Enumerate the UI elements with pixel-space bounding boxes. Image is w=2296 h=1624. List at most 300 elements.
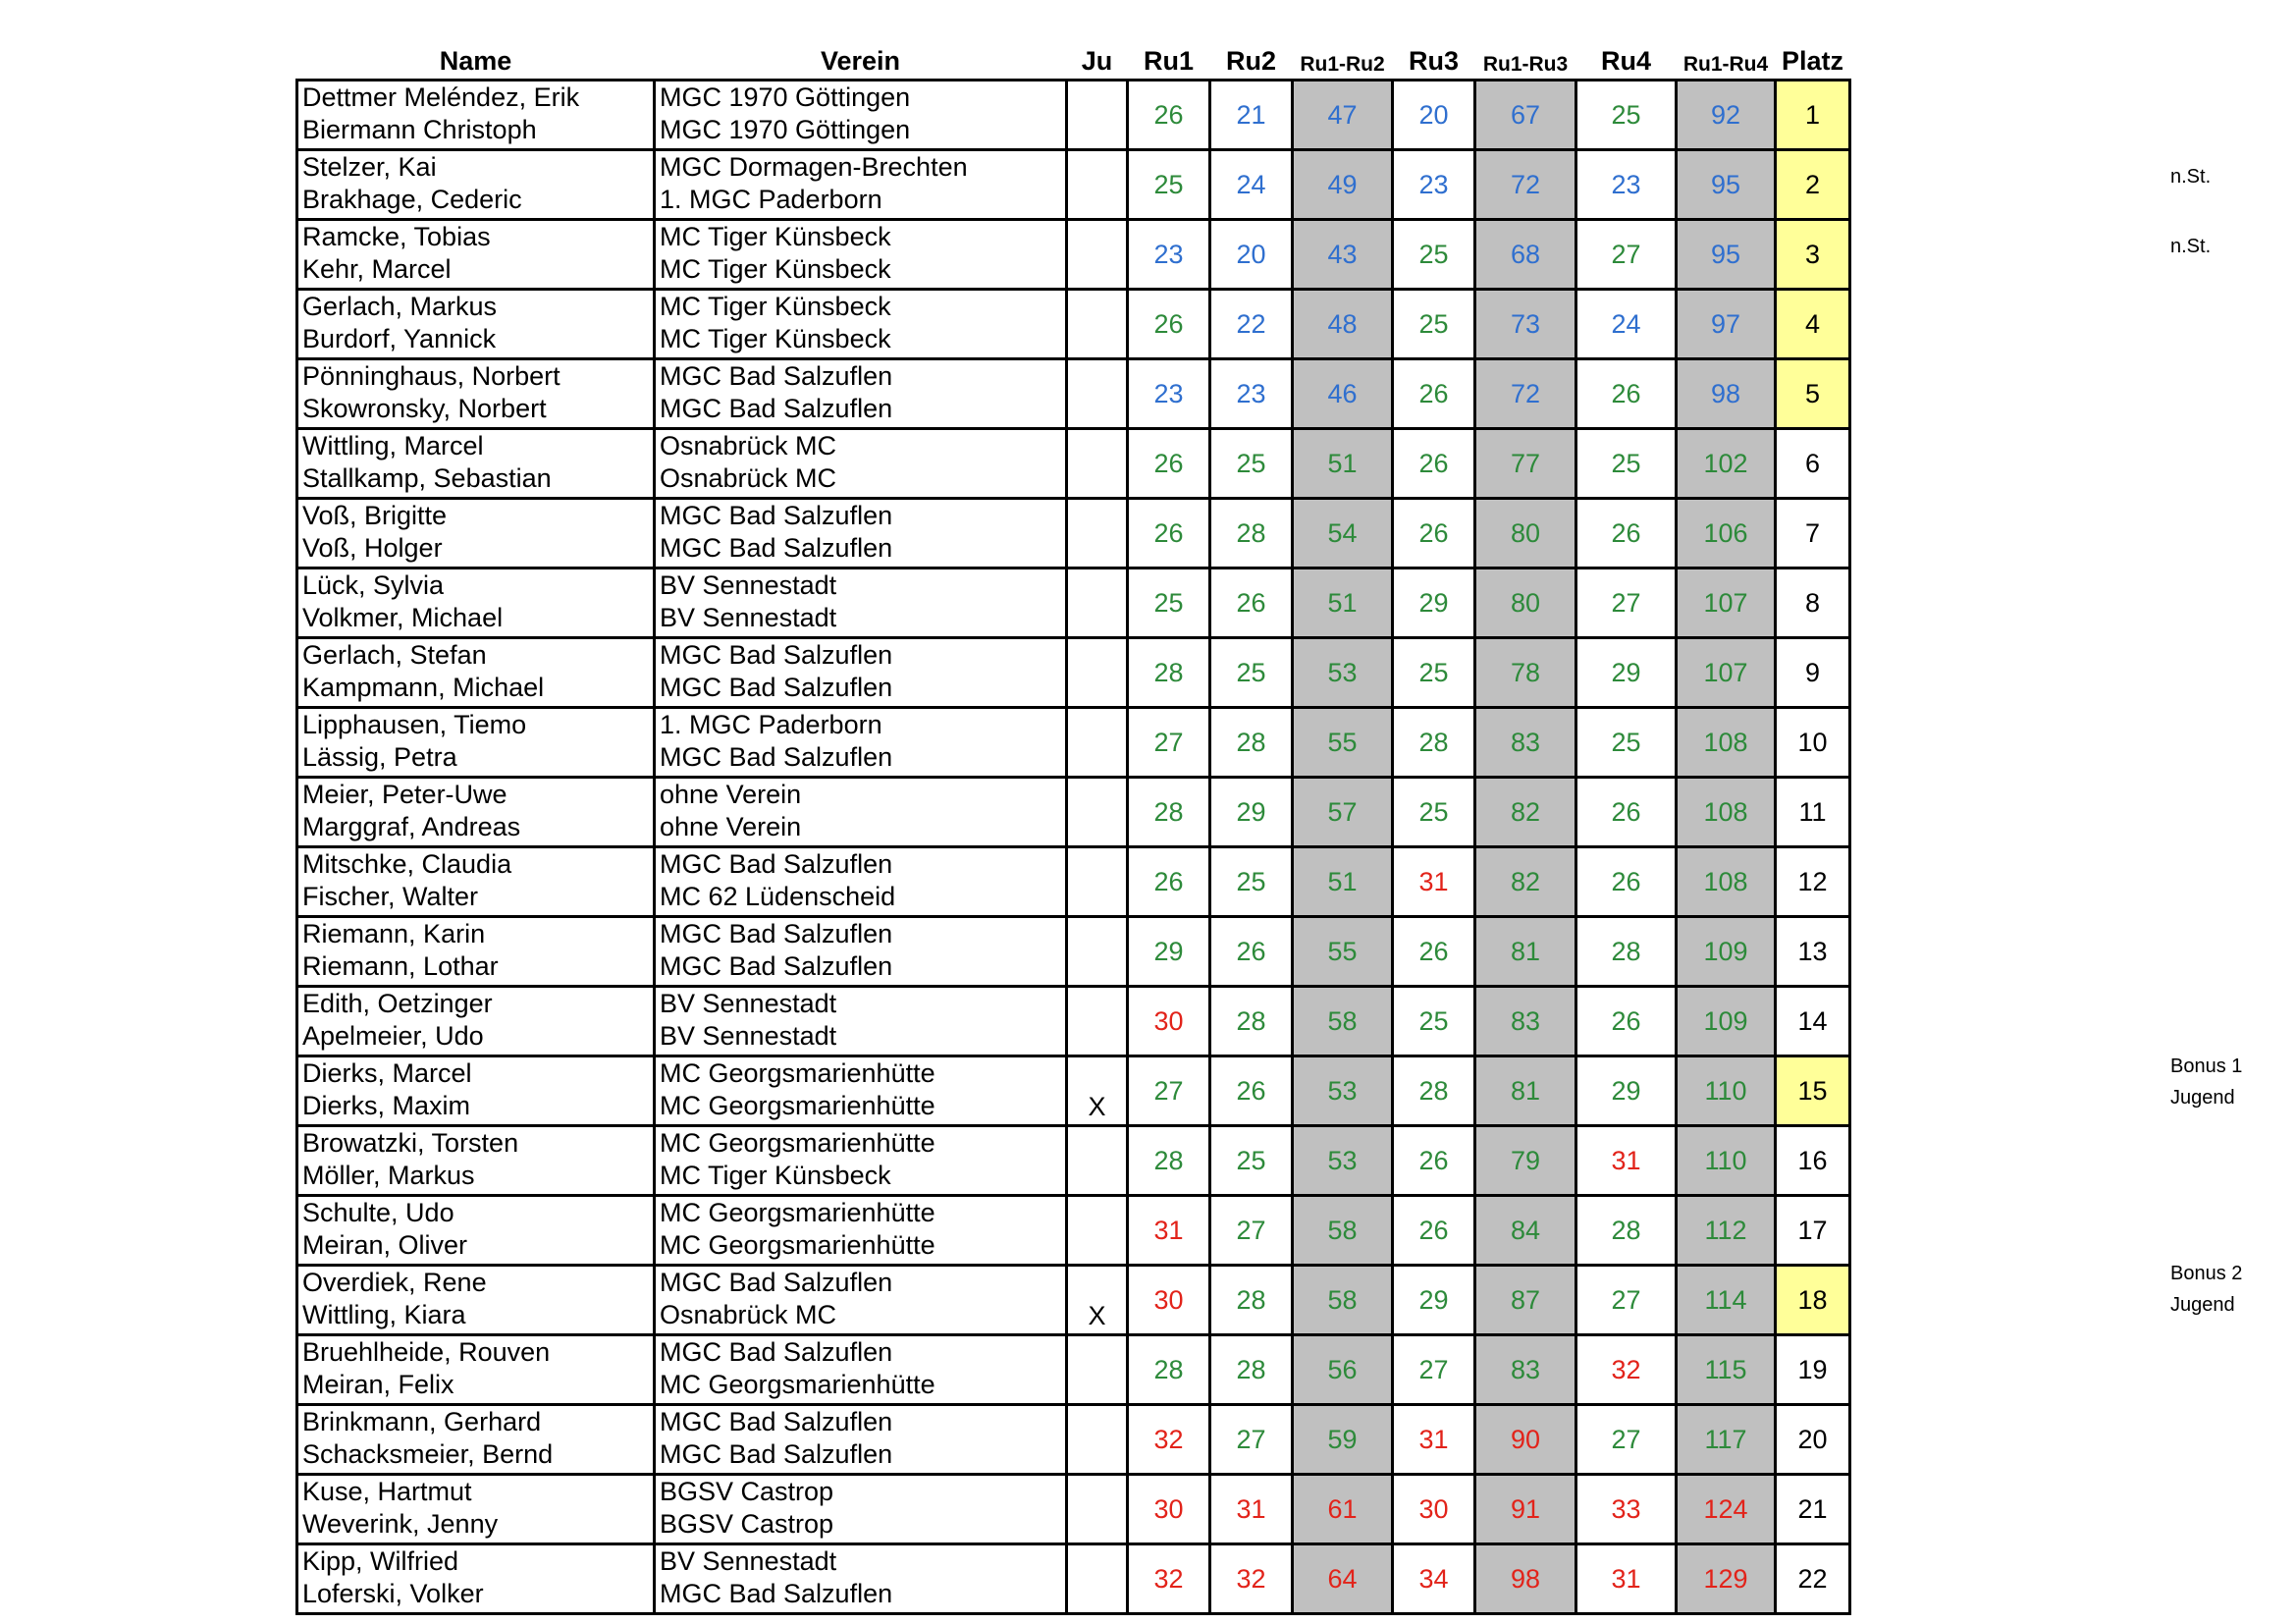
round-1-score: 23 bbox=[1128, 359, 1210, 429]
player-2-club: MC Georgsmarienhütte bbox=[660, 1370, 935, 1399]
player-2-club: MGC Bad Salzuflen bbox=[660, 533, 893, 563]
player-1-name: Riemann, Karin bbox=[302, 919, 486, 948]
place-cell: 4 bbox=[1776, 290, 1850, 359]
place-cell: 15 bbox=[1776, 1056, 1850, 1126]
place-cell: 22 bbox=[1776, 1544, 1850, 1614]
round-2-score: 32 bbox=[1210, 1544, 1293, 1614]
sum-ru1-ru3: 87 bbox=[1475, 1266, 1576, 1335]
player-2-name: Loferski, Volker bbox=[302, 1579, 484, 1608]
table-row bbox=[297, 847, 1850, 917]
sum-ru1-ru3: 82 bbox=[1475, 847, 1576, 917]
sum-ru1-ru3: 67 bbox=[1475, 81, 1576, 150]
youth-marker bbox=[1067, 220, 1128, 290]
sum-ru1-ru3: 72 bbox=[1475, 150, 1576, 220]
youth-marker bbox=[1067, 499, 1128, 568]
table-row bbox=[297, 1544, 1850, 1614]
sum-ru1-ru3: 98 bbox=[1475, 1544, 1576, 1614]
player-names-cell bbox=[297, 1475, 655, 1544]
round-3-score: 25 bbox=[1393, 220, 1475, 290]
club-names-cell bbox=[655, 1544, 1067, 1614]
club-names-cell bbox=[655, 290, 1067, 359]
round-4-score: 25 bbox=[1576, 708, 1677, 778]
header-ru3: Ru3 bbox=[1408, 46, 1459, 76]
table-row bbox=[297, 1126, 1850, 1196]
player-2-club: MGC Bad Salzuflen bbox=[660, 673, 893, 702]
player-1-name: Mitschke, Claudia bbox=[302, 849, 512, 879]
round-4-score: 27 bbox=[1576, 1266, 1677, 1335]
round-4-score: 26 bbox=[1576, 359, 1677, 429]
place-cell: 16 bbox=[1776, 1126, 1850, 1196]
player-1-name: Overdiek, Rene bbox=[302, 1268, 487, 1297]
round-3-score: 26 bbox=[1393, 359, 1475, 429]
player-2-club: MC Tiger Künsbeck bbox=[660, 324, 891, 353]
player-1-club: Osnabrück MC bbox=[660, 431, 837, 460]
round-1-score: 28 bbox=[1128, 1126, 1210, 1196]
sum-ru1-ru2: 61 bbox=[1293, 1475, 1393, 1544]
table-row bbox=[297, 987, 1850, 1056]
player-1-club: MC Georgsmarienhütte bbox=[660, 1128, 935, 1158]
place-cell: 14 bbox=[1776, 987, 1850, 1056]
player-1-club: MGC Bad Salzuflen bbox=[660, 501, 893, 530]
round-2-score: 27 bbox=[1210, 1405, 1293, 1475]
player-names-cell bbox=[297, 499, 655, 568]
sum-ru1-ru4: 107 bbox=[1677, 638, 1776, 708]
round-1-score: 31 bbox=[1128, 1196, 1210, 1266]
table-row bbox=[297, 1056, 1850, 1126]
sum-ru1-ru2: 59 bbox=[1293, 1405, 1393, 1475]
round-3-score: 26 bbox=[1393, 917, 1475, 987]
sum-ru1-ru4: 95 bbox=[1677, 220, 1776, 290]
place-cell: 21 bbox=[1776, 1475, 1850, 1544]
player-names-cell bbox=[297, 81, 655, 150]
place-cell: 10 bbox=[1776, 708, 1850, 778]
round-1-score: 23 bbox=[1128, 220, 1210, 290]
round-3-score: 20 bbox=[1393, 81, 1475, 150]
player-2-club: MGC Bad Salzuflen bbox=[660, 742, 893, 772]
place-cell: 11 bbox=[1776, 778, 1850, 847]
player-1-name: Gerlach, Stefan bbox=[302, 640, 487, 670]
place-cell: 19 bbox=[1776, 1335, 1850, 1405]
table-row bbox=[297, 638, 1850, 708]
table-row bbox=[297, 359, 1850, 429]
sum-ru1-ru4: 110 bbox=[1677, 1126, 1776, 1196]
header-sum-ru1-ru3: Ru1-Ru3 bbox=[1482, 53, 1569, 76]
round-4-score: 27 bbox=[1576, 220, 1677, 290]
sum-ru1-ru3: 78 bbox=[1475, 638, 1576, 708]
place-cell: 8 bbox=[1776, 568, 1850, 638]
sum-ru1-ru2: 54 bbox=[1293, 499, 1393, 568]
place-cell: 1 bbox=[1776, 81, 1850, 150]
player-2-name: Biermann Christoph bbox=[302, 115, 537, 144]
header-place: Platz bbox=[1781, 46, 1844, 76]
player-names-cell bbox=[297, 220, 655, 290]
player-1-name: Brinkmann, Gerhard bbox=[302, 1407, 542, 1436]
round-1-score: 28 bbox=[1128, 638, 1210, 708]
player-1-club: BV Sennestadt bbox=[660, 570, 837, 600]
player-names-cell bbox=[297, 778, 655, 847]
round-4-score: 25 bbox=[1576, 81, 1677, 150]
round-4-score: 27 bbox=[1576, 1405, 1677, 1475]
youth-marker bbox=[1067, 1544, 1128, 1614]
player-names-cell bbox=[297, 708, 655, 778]
player-1-name: Gerlach, Markus bbox=[302, 292, 498, 321]
player-2-name: Meiran, Felix bbox=[302, 1370, 454, 1399]
player-names-cell bbox=[297, 150, 655, 220]
player-2-name: Riemann, Lothar bbox=[302, 951, 499, 981]
player-names-cell bbox=[297, 1266, 655, 1335]
round-1-score: 28 bbox=[1128, 778, 1210, 847]
round-2-score: 29 bbox=[1210, 778, 1293, 847]
youth-marker bbox=[1067, 429, 1128, 499]
player-names-cell bbox=[297, 847, 655, 917]
club-names-cell bbox=[655, 1056, 1067, 1126]
round-4-score: 27 bbox=[1576, 568, 1677, 638]
player-2-name: Lässig, Petra bbox=[302, 742, 457, 772]
sum-ru1-ru3: 91 bbox=[1475, 1475, 1576, 1544]
round-2-score: 28 bbox=[1210, 499, 1293, 568]
player-2-club: BV Sennestadt bbox=[660, 1021, 837, 1051]
round-4-score: 26 bbox=[1576, 847, 1677, 917]
table-row bbox=[297, 1405, 1850, 1475]
header-name: Name bbox=[439, 46, 512, 76]
round-3-score: 28 bbox=[1393, 1056, 1475, 1126]
player-2-club: MGC Bad Salzuflen bbox=[660, 1579, 893, 1608]
round-3-score: 27 bbox=[1393, 1335, 1475, 1405]
sum-ru1-ru2: 55 bbox=[1293, 917, 1393, 987]
header-sum-ru1-ru4: Ru1-Ru4 bbox=[1682, 53, 1769, 76]
place-cell: 13 bbox=[1776, 917, 1850, 987]
place-cell: 20 bbox=[1776, 1405, 1850, 1475]
sum-ru1-ru3: 73 bbox=[1475, 290, 1576, 359]
youth-marker bbox=[1067, 1405, 1128, 1475]
header-ru1: Ru1 bbox=[1143, 46, 1194, 76]
player-1-club: 1. MGC Paderborn bbox=[660, 710, 882, 739]
row-note: Jugend bbox=[2170, 1086, 2235, 1109]
round-1-score: 30 bbox=[1128, 987, 1210, 1056]
player-names-cell bbox=[297, 987, 655, 1056]
sum-ru1-ru3: 83 bbox=[1475, 987, 1576, 1056]
player-2-club: ohne Verein bbox=[660, 812, 802, 841]
youth-marker bbox=[1067, 150, 1128, 220]
round-3-score: 25 bbox=[1393, 638, 1475, 708]
round-2-score: 28 bbox=[1210, 1266, 1293, 1335]
round-3-score: 25 bbox=[1393, 987, 1475, 1056]
youth-marker bbox=[1067, 290, 1128, 359]
player-1-name: Dettmer Meléndez, Erik bbox=[302, 82, 580, 112]
player-2-club: MGC Bad Salzuflen bbox=[660, 951, 893, 981]
round-4-score: 31 bbox=[1576, 1126, 1677, 1196]
table-row bbox=[297, 1196, 1850, 1266]
round-2-score: 24 bbox=[1210, 150, 1293, 220]
youth-marker bbox=[1067, 778, 1128, 847]
sum-ru1-ru4: 107 bbox=[1677, 568, 1776, 638]
player-names-cell bbox=[297, 1335, 655, 1405]
club-names-cell bbox=[655, 1405, 1067, 1475]
round-1-score: 26 bbox=[1128, 499, 1210, 568]
club-names-cell bbox=[655, 917, 1067, 987]
player-1-name: Wittling, Marcel bbox=[302, 431, 484, 460]
player-1-name: Kipp, Wilfried bbox=[302, 1546, 459, 1576]
round-1-score: 30 bbox=[1128, 1266, 1210, 1335]
sum-ru1-ru4: 108 bbox=[1677, 847, 1776, 917]
round-4-score: 29 bbox=[1576, 638, 1677, 708]
sum-ru1-ru4: 114 bbox=[1677, 1266, 1776, 1335]
table-row bbox=[297, 1266, 1850, 1335]
player-names-cell bbox=[297, 429, 655, 499]
player-2-club: 1. MGC Paderborn bbox=[660, 185, 882, 214]
round-3-score: 26 bbox=[1393, 429, 1475, 499]
sum-ru1-ru2: 53 bbox=[1293, 638, 1393, 708]
youth-marker bbox=[1067, 1126, 1128, 1196]
round-2-score: 28 bbox=[1210, 708, 1293, 778]
sum-ru1-ru2: 43 bbox=[1293, 220, 1393, 290]
player-1-name: Schulte, Udo bbox=[302, 1198, 454, 1227]
sum-ru1-ru2: 64 bbox=[1293, 1544, 1393, 1614]
row-note: Jugend bbox=[2170, 1293, 2235, 1316]
youth-marker bbox=[1067, 847, 1128, 917]
place-cell: 6 bbox=[1776, 429, 1850, 499]
player-2-club: MC Tiger Künsbeck bbox=[660, 254, 891, 284]
sum-ru1-ru4: 109 bbox=[1677, 917, 1776, 987]
round-3-score: 31 bbox=[1393, 1405, 1475, 1475]
sum-ru1-ru3: 82 bbox=[1475, 778, 1576, 847]
round-4-score: 29 bbox=[1576, 1056, 1677, 1126]
sum-ru1-ru4: 92 bbox=[1677, 81, 1776, 150]
sum-ru1-ru4: 117 bbox=[1677, 1405, 1776, 1475]
player-2-name: Skowronsky, Norbert bbox=[302, 394, 547, 423]
sum-ru1-ru3: 83 bbox=[1475, 1335, 1576, 1405]
player-1-club: MC Tiger Künsbeck bbox=[660, 292, 891, 321]
player-1-club: MGC Bad Salzuflen bbox=[660, 361, 893, 391]
round-4-score: 31 bbox=[1576, 1544, 1677, 1614]
sum-ru1-ru4: 97 bbox=[1677, 290, 1776, 359]
table-row bbox=[297, 1335, 1850, 1405]
player-1-name: Voß, Brigitte bbox=[302, 501, 448, 530]
place-cell: 12 bbox=[1776, 847, 1850, 917]
round-1-score: 26 bbox=[1128, 290, 1210, 359]
player-2-name: Fischer, Walter bbox=[302, 882, 479, 911]
player-2-club: MC Georgsmarienhütte bbox=[660, 1091, 935, 1120]
sum-ru1-ru4: 108 bbox=[1677, 708, 1776, 778]
row-note: Bonus 1 bbox=[2170, 1055, 2243, 1077]
round-3-score: 26 bbox=[1393, 1126, 1475, 1196]
round-1-score: 25 bbox=[1128, 568, 1210, 638]
round-1-score: 27 bbox=[1128, 708, 1210, 778]
sum-ru1-ru2: 55 bbox=[1293, 708, 1393, 778]
sum-ru1-ru2: 51 bbox=[1293, 847, 1393, 917]
round-2-score: 27 bbox=[1210, 1196, 1293, 1266]
sum-ru1-ru3: 81 bbox=[1475, 1056, 1576, 1126]
player-1-club: MGC Bad Salzuflen bbox=[660, 849, 893, 879]
sum-ru1-ru3: 77 bbox=[1475, 429, 1576, 499]
sum-ru1-ru2: 56 bbox=[1293, 1335, 1393, 1405]
club-names-cell bbox=[655, 1196, 1067, 1266]
player-2-name: Weverink, Jenny bbox=[302, 1509, 499, 1539]
player-1-name: Lipphausen, Tiemo bbox=[302, 710, 527, 739]
player-names-cell bbox=[297, 638, 655, 708]
table-row bbox=[297, 150, 1850, 220]
player-2-club: Osnabrück MC bbox=[660, 1300, 837, 1329]
table-row bbox=[297, 778, 1850, 847]
player-1-club: MGC Bad Salzuflen bbox=[660, 1268, 893, 1297]
player-2-club: MC Georgsmarienhütte bbox=[660, 1230, 935, 1260]
round-2-score: 28 bbox=[1210, 1335, 1293, 1405]
sum-ru1-ru3: 80 bbox=[1475, 499, 1576, 568]
round-2-score: 20 bbox=[1210, 220, 1293, 290]
round-1-score: 25 bbox=[1128, 150, 1210, 220]
round-3-score: 23 bbox=[1393, 150, 1475, 220]
club-names-cell bbox=[655, 81, 1067, 150]
table-body bbox=[297, 81, 1850, 1614]
sum-ru1-ru4: 102 bbox=[1677, 429, 1776, 499]
round-1-score: 26 bbox=[1128, 429, 1210, 499]
youth-marker bbox=[1067, 638, 1128, 708]
player-2-name: Volkmer, Michael bbox=[302, 603, 504, 632]
player-2-club: MGC 1970 Göttingen bbox=[660, 115, 911, 144]
sum-ru1-ru3: 90 bbox=[1475, 1405, 1576, 1475]
player-1-club: MGC Bad Salzuflen bbox=[660, 640, 893, 670]
table-row bbox=[297, 290, 1850, 359]
sum-ru1-ru4: 115 bbox=[1677, 1335, 1776, 1405]
player-names-cell bbox=[297, 290, 655, 359]
sum-ru1-ru4: 129 bbox=[1677, 1544, 1776, 1614]
sum-ru1-ru4: 109 bbox=[1677, 987, 1776, 1056]
club-names-cell bbox=[655, 987, 1067, 1056]
table-row bbox=[297, 708, 1850, 778]
club-names-cell bbox=[655, 568, 1067, 638]
row-note: n.St. bbox=[2170, 235, 2212, 257]
sum-ru1-ru3: 80 bbox=[1475, 568, 1576, 638]
round-1-score: 26 bbox=[1128, 81, 1210, 150]
youth-marker bbox=[1067, 987, 1128, 1056]
table-row bbox=[297, 1475, 1850, 1544]
player-1-name: Stelzer, Kai bbox=[302, 152, 437, 182]
round-2-score: 28 bbox=[1210, 987, 1293, 1056]
row-note: n.St. bbox=[2170, 166, 2212, 189]
sum-ru1-ru2: 58 bbox=[1293, 987, 1393, 1056]
player-1-club: BV Sennestadt bbox=[660, 1546, 837, 1576]
player-1-name: Kuse, Hartmut bbox=[302, 1477, 472, 1506]
sum-ru1-ru2: 53 bbox=[1293, 1056, 1393, 1126]
player-1-club: MGC Dormagen-Brechten bbox=[660, 152, 968, 182]
row-note: Bonus 2 bbox=[2170, 1262, 2243, 1284]
club-names-cell bbox=[655, 150, 1067, 220]
player-2-name: Marggraf, Andreas bbox=[302, 812, 521, 841]
player-names-cell bbox=[297, 1056, 655, 1126]
sum-ru1-ru2: 51 bbox=[1293, 429, 1393, 499]
table-row bbox=[297, 568, 1850, 638]
player-2-club: MGC Bad Salzuflen bbox=[660, 394, 893, 423]
club-names-cell bbox=[655, 847, 1067, 917]
sum-ru1-ru3: 81 bbox=[1475, 917, 1576, 987]
club-names-cell bbox=[655, 1266, 1067, 1335]
player-1-club: MGC Bad Salzuflen bbox=[660, 1407, 893, 1436]
player-1-club: ohne Verein bbox=[660, 780, 802, 809]
sum-ru1-ru4: 95 bbox=[1677, 150, 1776, 220]
results-sheet bbox=[295, 39, 2243, 1615]
round-4-score: 33 bbox=[1576, 1475, 1677, 1544]
sum-ru1-ru4: 108 bbox=[1677, 778, 1776, 847]
youth-marker bbox=[1067, 81, 1128, 150]
player-2-club: MC 62 Lüdenscheid bbox=[660, 882, 896, 911]
round-2-score: 22 bbox=[1210, 290, 1293, 359]
player-names-cell bbox=[297, 1196, 655, 1266]
player-1-name: Ramcke, Tobias bbox=[302, 222, 491, 251]
round-4-score: 24 bbox=[1576, 290, 1677, 359]
player-2-name: Kehr, Marcel bbox=[302, 254, 452, 284]
round-1-score: 26 bbox=[1128, 847, 1210, 917]
player-1-club: MGC Bad Salzuflen bbox=[660, 1337, 893, 1367]
round-2-score: 31 bbox=[1210, 1475, 1293, 1544]
player-1-name: Pönninghaus, Norbert bbox=[302, 361, 561, 391]
club-names-cell bbox=[655, 778, 1067, 847]
place-cell: 3 bbox=[1776, 220, 1850, 290]
player-2-club: MC Tiger Künsbeck bbox=[660, 1161, 891, 1190]
round-3-score: 26 bbox=[1393, 1196, 1475, 1266]
player-1-club: BGSV Castrop bbox=[660, 1477, 834, 1506]
sum-ru1-ru4: 112 bbox=[1677, 1196, 1776, 1266]
player-2-club: MGC Bad Salzuflen bbox=[660, 1439, 893, 1469]
table-header bbox=[297, 39, 1850, 81]
sum-ru1-ru2: 53 bbox=[1293, 1126, 1393, 1196]
round-3-score: 31 bbox=[1393, 847, 1475, 917]
sum-ru1-ru2: 48 bbox=[1293, 290, 1393, 359]
sum-ru1-ru4: 110 bbox=[1677, 1056, 1776, 1126]
place-cell: 17 bbox=[1776, 1196, 1850, 1266]
round-2-score: 21 bbox=[1210, 81, 1293, 150]
round-3-score: 28 bbox=[1393, 708, 1475, 778]
player-names-cell bbox=[297, 568, 655, 638]
table-row bbox=[297, 81, 1850, 150]
player-1-name: Bruehlheide, Rouven bbox=[302, 1337, 551, 1367]
player-1-name: Edith, Oetzinger bbox=[302, 989, 493, 1018]
sum-ru1-ru3: 68 bbox=[1475, 220, 1576, 290]
youth-marker bbox=[1067, 1475, 1128, 1544]
youth-marker bbox=[1067, 359, 1128, 429]
player-1-name: Meier, Peter-Uwe bbox=[302, 780, 507, 809]
player-2-name: Dierks, Maxim bbox=[302, 1091, 471, 1120]
round-3-score: 30 bbox=[1393, 1475, 1475, 1544]
player-names-cell bbox=[297, 917, 655, 987]
header-club: Verein bbox=[820, 46, 901, 76]
player-2-club: BV Sennestadt bbox=[660, 603, 837, 632]
table-row bbox=[297, 917, 1850, 987]
player-2-club: Osnabrück MC bbox=[660, 463, 837, 493]
player-2-name: Voß, Holger bbox=[302, 533, 443, 563]
round-2-score: 25 bbox=[1210, 1126, 1293, 1196]
player-2-name: Schacksmeier, Bernd bbox=[302, 1439, 554, 1469]
round-1-score: 32 bbox=[1128, 1544, 1210, 1614]
sum-ru1-ru2: 58 bbox=[1293, 1266, 1393, 1335]
table-row bbox=[297, 499, 1850, 568]
header-ju: Ju bbox=[1081, 46, 1113, 76]
round-2-score: 26 bbox=[1210, 917, 1293, 987]
player-1-club: MGC 1970 Göttingen bbox=[660, 82, 911, 112]
round-4-score: 25 bbox=[1576, 429, 1677, 499]
table-row bbox=[297, 220, 1850, 290]
header-sum-ru1-ru2: Ru1-Ru2 bbox=[1300, 53, 1385, 76]
round-2-score: 26 bbox=[1210, 568, 1293, 638]
youth-marker: X bbox=[1067, 1266, 1128, 1335]
place-cell: 9 bbox=[1776, 638, 1850, 708]
round-3-score: 29 bbox=[1393, 568, 1475, 638]
round-2-score: 25 bbox=[1210, 429, 1293, 499]
player-2-name: Wittling, Kiara bbox=[302, 1300, 466, 1329]
youth-marker bbox=[1067, 568, 1128, 638]
club-names-cell bbox=[655, 220, 1067, 290]
place-cell: 2 bbox=[1776, 150, 1850, 220]
round-3-score: 34 bbox=[1393, 1544, 1475, 1614]
